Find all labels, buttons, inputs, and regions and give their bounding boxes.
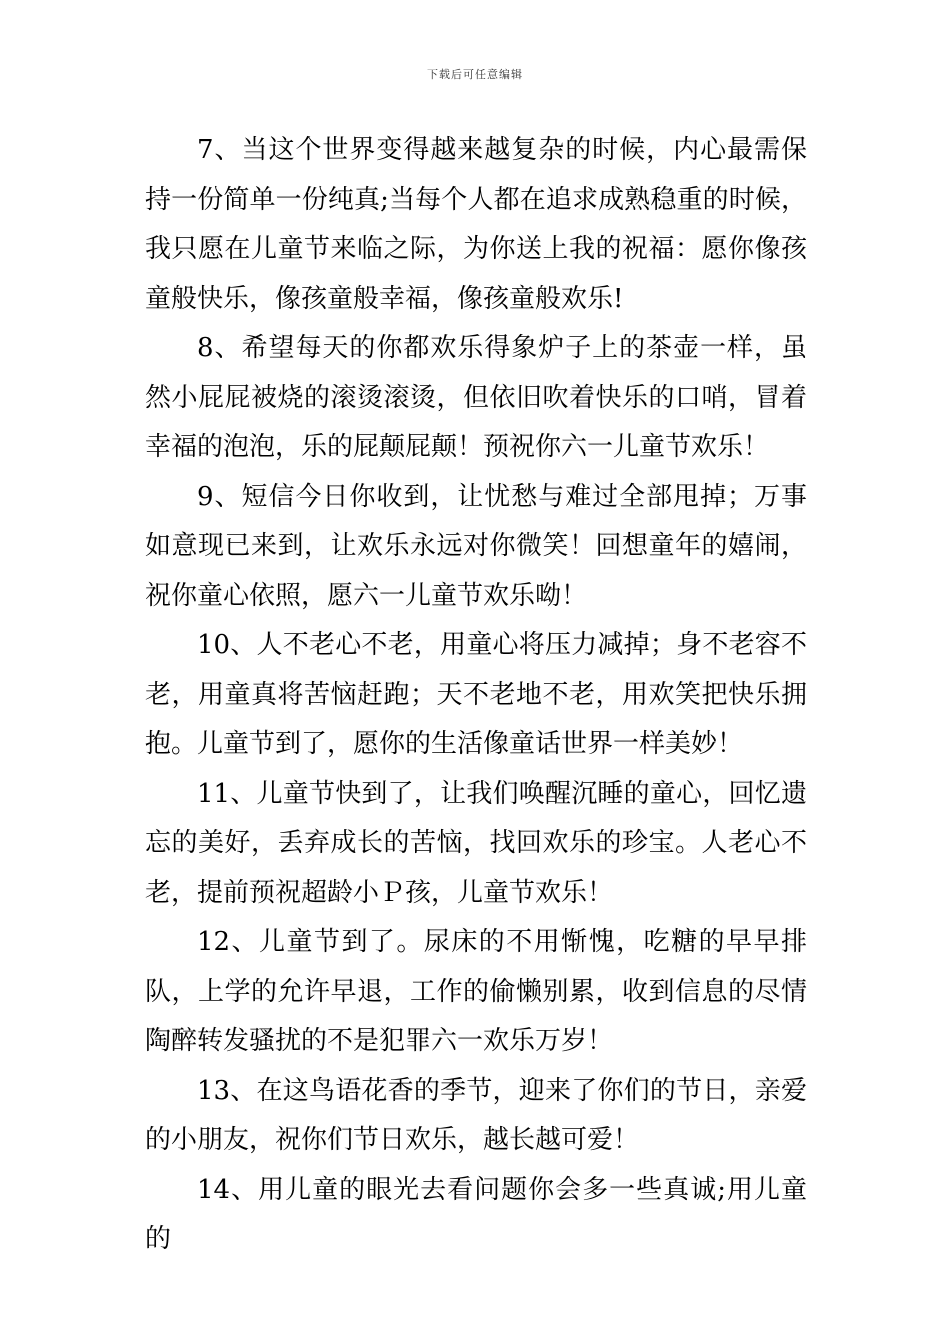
paragraph-7: 7、当这个世界变得越来越复杂的时候，内心最需保持一份简单一份纯真;当每个人都在追求成熟稳重的时候，我只愿在儿童节来临之际，为你送上我的祝福：愿你像孩童般快乐，像孩童般幸福，像孩童般欢乐! [145, 135, 807, 314]
paragraph-12: 12、儿童节到了。尿床的不用惭愧，吃糖的早早排队，上学的允许早退，工作的偷懒别累，收到信息的尽情陶醉转发骚扰的不是犯罪六一欢乐万岁！ [145, 927, 807, 1056]
paragraph-9: 9、短信今日你收到，让忧愁与难过全部甩掉；万事如意现已来到，让欢乐永远对你微笑！回想童年的嬉闹，祝你童心依照，愿六一儿童节欢乐呦！ [145, 481, 807, 611]
paragraph-8: 8、希望每天的你都欢乐得象炉子上的茶壶一样，虽然小屁屁被烧的滚烫滚烫，但依旧吹着快乐的口哨，冒着幸福的泡泡，乐的屁颠屁颠！预祝你六一儿童节欢乐！ [145, 333, 807, 462]
paragraph-11: 11、儿童节快到了，让我们唤醒沉睡的童心，回忆遗忘的美好，丢弃成长的苦恼，找回欢乐的珍宝。人老心不老，提前预祝超龄小Ｐ孩，儿童节欢乐！ [145, 778, 807, 908]
document-body [145, 126, 807, 1265]
paragraph-14: 14、用儿童的眼光去看问题你会多一些真诚;用儿童的 [145, 1174, 807, 1254]
page-header-note: 下载后可任意编辑 [427, 68, 523, 81]
paragraph-10: 10、人不老心不老，用童心将压力减掉；身不老容不老，用童真将苦恼赶跑；天不老地不老，用欢笑把快乐拥抱。儿童节到了，愿你的生活像童话世界一样美妙！ [145, 630, 807, 759]
paragraph-13: 13、在这鸟语花香的季节，迎来了你们的节日，亲爱的小朋友，祝你们节日欢乐，越长越可爱！ [145, 1075, 807, 1155]
